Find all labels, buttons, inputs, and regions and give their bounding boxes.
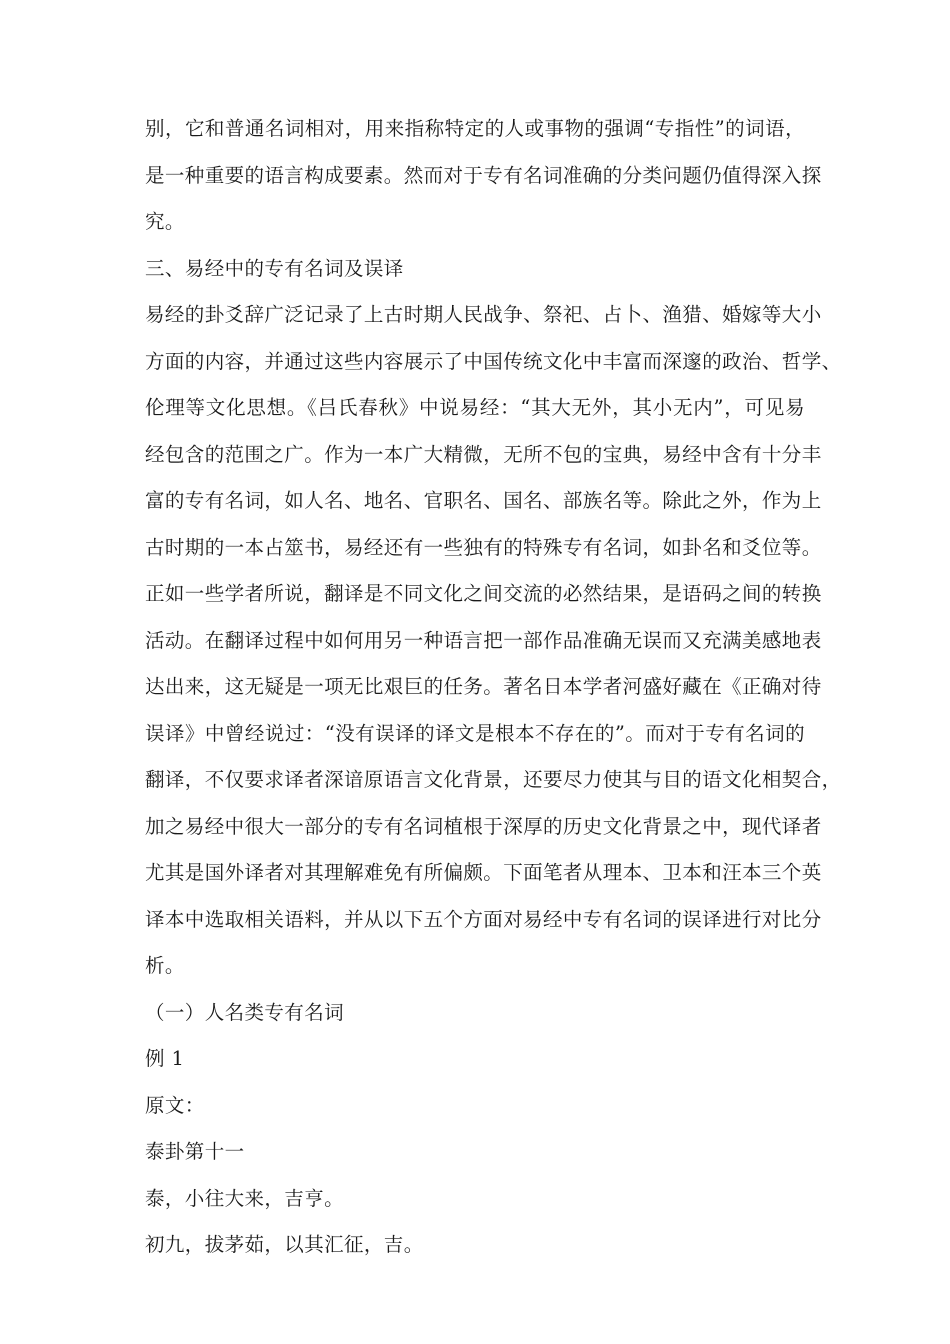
text-line: 经包含的范围之广。作为一本广大精微，无所不包的宝典，易经中含有十分丰 [145,442,822,466]
text-line: 达出来，这无疑是一项无比艰巨的任务。著名日本学者河盛好藏在《正确对待 [145,675,822,698]
source-text-label [145,1083,805,1130]
text-line: 易经的卦爻辞广泛记录了上古时期人民战争、祭祀、占卜、渔猎、婚嫁等大小 [145,303,822,326]
quote-text: 泰，小往大来，吉亨。 [145,1186,345,1210]
text-line: 富的专有名词，如人名、地名、官职名、国名、部族名等。除此之外，作为上 [145,489,822,512]
text-line: 是一种重要的语言构成要素。然而对于专有名词准确的分类问题仍值得深入探 [145,163,822,187]
text-line: 方面的内容，并通过这些内容展示了中国传统文化中丰富而深邃的政治、哲学、 [145,349,842,373]
text-line: 究。 [145,210,185,233]
text-line: 翻译，不仅要求译者深谙原语言文化背景，还要尽力使其与目的语文化相契合， [145,768,842,791]
heading-text: （一）人名类专有名词 [145,1000,345,1024]
document-body [145,106,842,1269]
hexagram-title [145,1129,805,1176]
title-text: 泰卦第十一 [145,1140,245,1163]
paragraph-proper-noun-definition [145,106,822,246]
section-heading [145,246,805,293]
text-line: 尤其是国外译者对其理解难免有所偏颇。下面笔者从理本、卫本和汪本三个英 [145,861,822,884]
heading-text: 三、易经中的专有名词及误译 [145,256,404,280]
quote-text: 初九，拔茅茹，以其汇征，吉。 [145,1233,424,1256]
text-line: 正如一些学者所说，翻译是不同文化之间交流的必然结果，是语码之间的转换 [145,582,822,605]
text-line: 析。 [145,954,185,977]
text-line: 别，它和普通名词相对，用来指称特定的人或事物的强调“专指性”的词语， [145,117,805,140]
text-line: 活动。在翻译过程中如何用另一种语言把一部作品准确无误而又充满美感地表 [145,628,822,652]
hexagram-judgment [145,1176,805,1223]
example-number: 例 1 [145,1047,185,1070]
text-line: 误译》中曾经说过：“没有误译的译文是根本不存在的”。而对于专有名词的 [145,721,805,745]
text-line: 译本中选取相关语料，并从以下五个方面对易经中专有名词的误译进行对比分 [145,907,822,931]
hexagram-line-text [145,1222,805,1269]
text-line: 伦理等文化思想。《吕氏春秋》中说易经：“其大无外，其小无内”，可见易 [145,396,805,419]
text-line: 加之易经中很大一部分的专有名词植根于深厚的历史文化背景之中，现代译者 [145,814,822,838]
subsection-heading [145,990,805,1037]
label-text: 原文： [145,1093,205,1117]
example-label [145,1036,805,1083]
text-line: 古时期的一本占筮书，易经还有一些独有的特殊专有名词，如卦名和爻位等。 [145,535,822,559]
paragraph-yijing-proper-nouns [145,292,842,990]
